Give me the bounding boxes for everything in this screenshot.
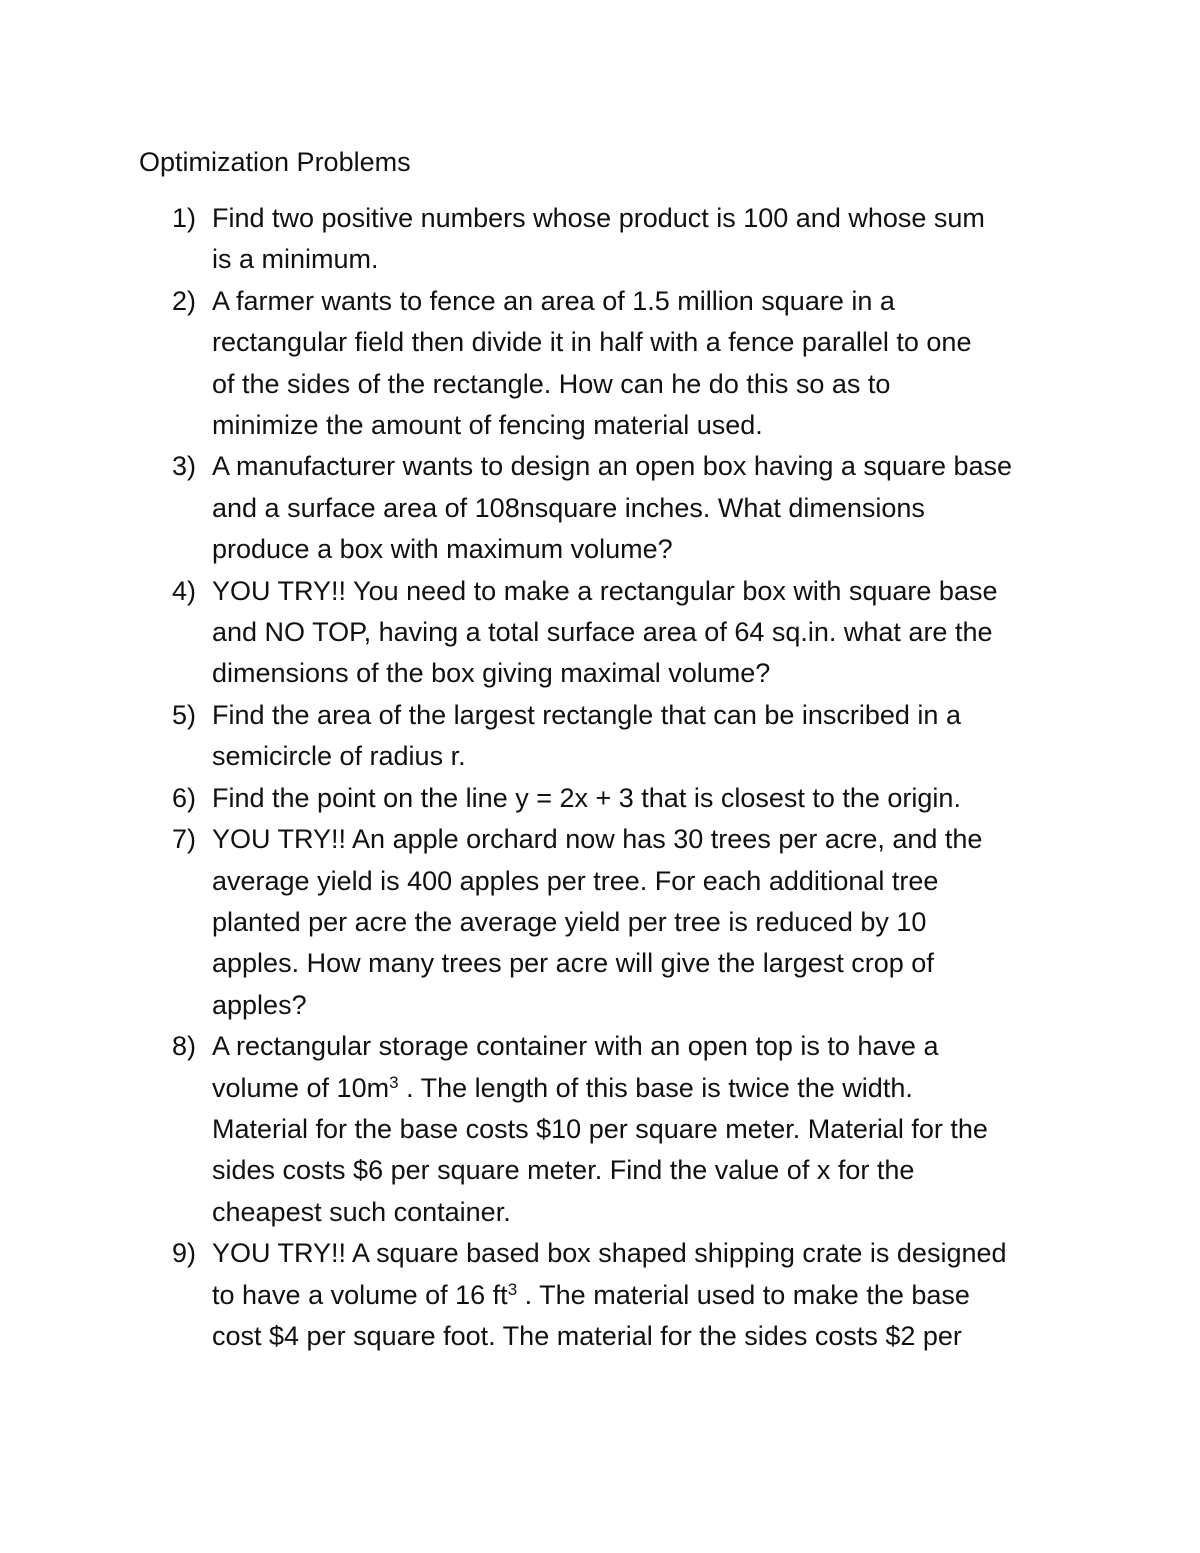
problem-text-line: A farmer wants to fence an area of 1.5 million square in a [212, 285, 895, 316]
problem-5 [172, 695, 1072, 778]
superscript: 3 [507, 1279, 518, 1299]
problem-text-line: cost $4 per square foot. The material for the sides costs $2 per [212, 1320, 962, 1351]
problem-number: 7) [172, 824, 197, 855]
problem-7 [172, 819, 1072, 1026]
problem-text-line: average yield is 400 apples per tree. For each additional tree [212, 865, 939, 896]
text-segment: to have a volume of 16 ft [212, 1279, 508, 1310]
problem-text-line: A rectangular storage container with an open top is to have a [212, 1031, 939, 1062]
problem-list [172, 198, 1072, 1357]
problem-number: 6) [172, 782, 197, 813]
problem-number: 9) [172, 1238, 197, 1269]
superscript: 3 [389, 1072, 399, 1092]
problem-number: 1) [172, 203, 197, 233]
problem-text-line: dimensions of the box giving maximal volume? [212, 658, 771, 689]
problem-number: 3) [172, 451, 197, 482]
problem-9 [172, 1233, 1072, 1357]
problem-1 [172, 198, 1072, 281]
problem-4 [172, 571, 1072, 695]
problem-text-line: Find the area of the largest rectangle that can be inscribed in a [212, 699, 961, 730]
problem-text-line: produce a box with maximum volume? [212, 534, 673, 565]
problem-text-line: planted per acre the average yield per tree is reduced by 10 [212, 906, 927, 937]
text-segment: . The material used to make the base [517, 1279, 970, 1310]
problem-text-line: cheapest such container. [212, 1196, 511, 1227]
problem-text-line: apples? [212, 989, 307, 1020]
problem-text-line: is a minimum. [212, 244, 379, 275]
problem-text-line: apples. How many trees per acre will give the largest crop of [212, 948, 934, 979]
problem-text-line: and a surface area of 108nsquare inches. What dimensions [212, 492, 925, 523]
text-segment: . The length of this base is twice the width. [398, 1072, 913, 1103]
problem-text-line: Material for the base costs $10 per square meter. Material for the [212, 1113, 988, 1144]
problem-3 [172, 446, 1072, 570]
problem-text-line: semicircle of radius r. [212, 741, 466, 772]
problem-number: 8) [172, 1031, 197, 1062]
problem-2 [172, 281, 1072, 447]
problem-6 [172, 778, 1072, 819]
problem-8 [172, 1026, 1072, 1233]
problem-text-line: Find the point on the line y = 2x + 3 that is closest to the origin. [212, 782, 961, 813]
problem-text-line [212, 1068, 1072, 1109]
problem-text-line: Find two positive numbers whose product is 100 and whose sum [212, 203, 985, 233]
problem-text-line: of the sides of the rectangle. How can he do this so as to [212, 368, 891, 399]
problem-number: 4) [172, 575, 197, 606]
problem-text-line: A manufacturer wants to design an open box having a square base [212, 451, 1013, 482]
problem-text-line: YOU TRY!! An apple orchard now has 30 trees per acre, and the [212, 824, 983, 855]
problem-text-line [212, 1275, 1072, 1316]
text-segment: volume of 10m [212, 1072, 390, 1103]
problem-text-line: rectangular field then divide it in half with a fence parallel to one [212, 327, 972, 358]
problem-number: 2) [172, 285, 197, 316]
problem-number: 5) [172, 699, 197, 730]
problem-text-line: and NO TOP, having a total surface area of 64 sq.in. what are the [212, 617, 993, 648]
problem-text-line: minimize the amount of fencing material used. [212, 410, 763, 441]
problem-text-line: sides costs $6 per square meter. Find the value of x for the [212, 1155, 915, 1186]
page-title: Optimization Problems [139, 147, 411, 177]
problem-text-line: YOU TRY!! A square based box shaped shipping crate is designed [212, 1238, 1007, 1269]
problem-text-line: YOU TRY!! You need to make a rectangular box with square base [212, 575, 998, 606]
